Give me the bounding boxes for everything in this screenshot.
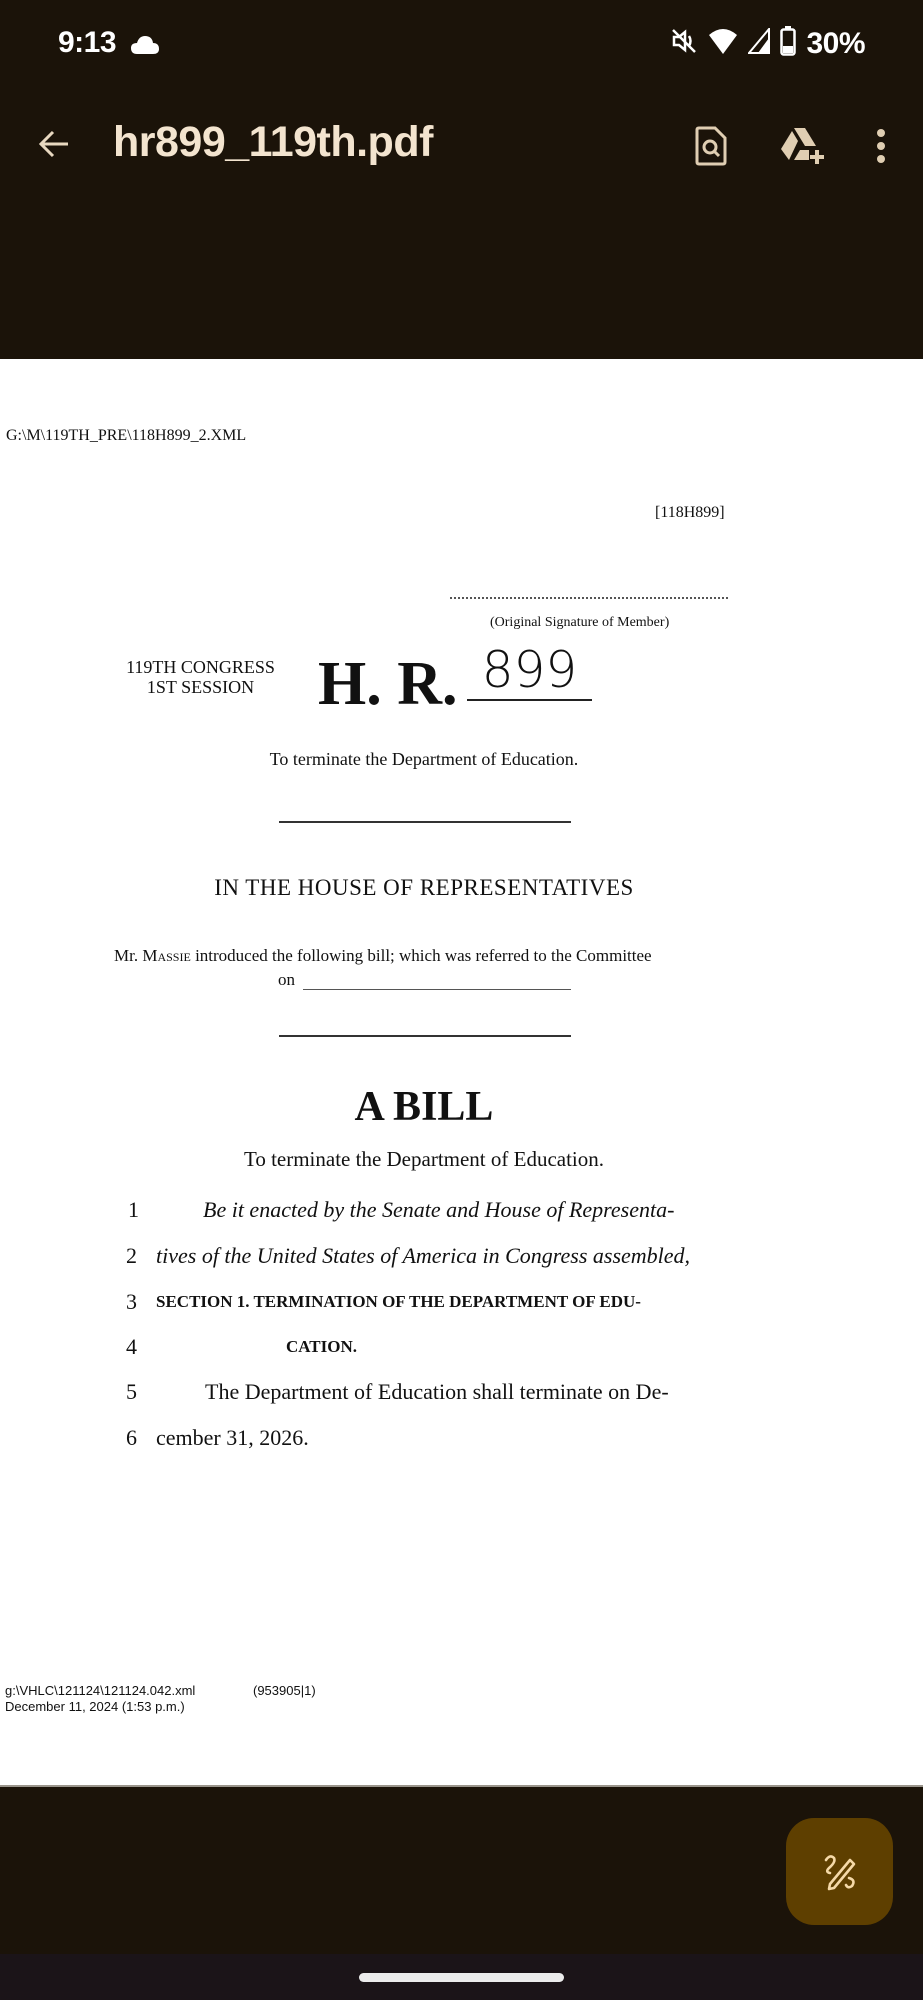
status-bar — [0, 0, 923, 90]
add-to-drive-icon — [779, 126, 825, 166]
more-options-button[interactable] — [857, 122, 905, 170]
bill-code: [118H899] — [655, 504, 725, 521]
annotate-fab[interactable] — [786, 1818, 893, 1925]
home-handle[interactable] — [359, 1973, 564, 1982]
bill-number-handwritten: 899 — [467, 644, 592, 701]
cloud-icon — [130, 34, 160, 61]
arrow-left-icon — [37, 129, 71, 159]
signature-line — [450, 597, 728, 599]
divider-top — [279, 821, 571, 823]
congress-session — [113, 657, 288, 697]
signal-icon — [748, 28, 770, 59]
back-button[interactable] — [32, 122, 76, 166]
bill-prefix: H. R. — [318, 650, 458, 718]
bill-line: cember 31, 2026. — [156, 1425, 309, 1450]
bill-line: tives of the United States of America in Congress assembled, — [156, 1243, 691, 1268]
line-number: 4 — [126, 1334, 137, 1359]
mute-icon — [670, 27, 698, 60]
find-in-document-button[interactable] — [687, 122, 735, 170]
line-number: 2 — [126, 1243, 137, 1268]
section-heading: SECTION 1. TERMINATION OF THE DEPARTMENT OF EDU- — [156, 1292, 641, 1311]
footer-date: December 11, 2024 (1:53 p.m.) — [5, 1699, 185, 1714]
line-number: 5 — [126, 1379, 137, 1404]
divider-bottom — [279, 1035, 571, 1037]
line-number: 1 — [128, 1197, 139, 1222]
battery-icon — [780, 26, 796, 61]
committee-blank-line — [303, 989, 571, 990]
file-path-header: G:\M\119TH_PRE\118H899_2.XML — [6, 427, 247, 444]
bill-line: Be it enacted by the Senate and House of Representa- — [203, 1197, 675, 1222]
battery-percent: 30% — [806, 26, 865, 60]
footer-id: (953905|1) — [253, 1683, 316, 1698]
bill-line: The Department of Education shall terminate on De- — [205, 1379, 669, 1404]
find-in-document-icon — [694, 126, 728, 166]
add-to-drive-button[interactable] — [778, 122, 826, 170]
section-heading-cont: CATION. — [286, 1337, 357, 1356]
long-title: To terminate the Department of Education. — [243, 1147, 605, 1171]
line-number: 6 — [126, 1425, 137, 1450]
app-bar — [0, 100, 923, 190]
pdf-page[interactable] — [0, 359, 923, 1786]
page-edge — [0, 1785, 923, 1787]
document-title: hr899_119th.pdf — [113, 118, 433, 166]
signature-label: (Original Signature of Member) — [490, 615, 670, 630]
bill-heading: A BILL — [354, 1084, 494, 1130]
line-number: 3 — [126, 1289, 137, 1314]
session-label: 1ST SESSION — [146, 677, 255, 697]
footer-path: g:\VHLC\121124\121124.042.xml — [5, 1683, 196, 1698]
chamber-heading: IN THE HOUSE OF REPRESENTATIVES — [214, 875, 634, 900]
wifi-icon — [708, 27, 738, 60]
introduction-text: Mr. Massie introduced the following bill; which was referred to the Committee — [114, 946, 652, 965]
status-time: 9:13 — [58, 26, 117, 59]
gesture-nav-bar — [0, 1954, 923, 2000]
sponsor-name: Massie — [142, 946, 191, 965]
congress-label: 119TH CONGRESS — [126, 657, 275, 677]
short-title: To terminate the Department of Education. — [269, 749, 579, 769]
more-vert-icon — [875, 126, 887, 166]
edit-annotate-icon — [820, 1852, 860, 1892]
introduction-on: on — [278, 970, 295, 989]
